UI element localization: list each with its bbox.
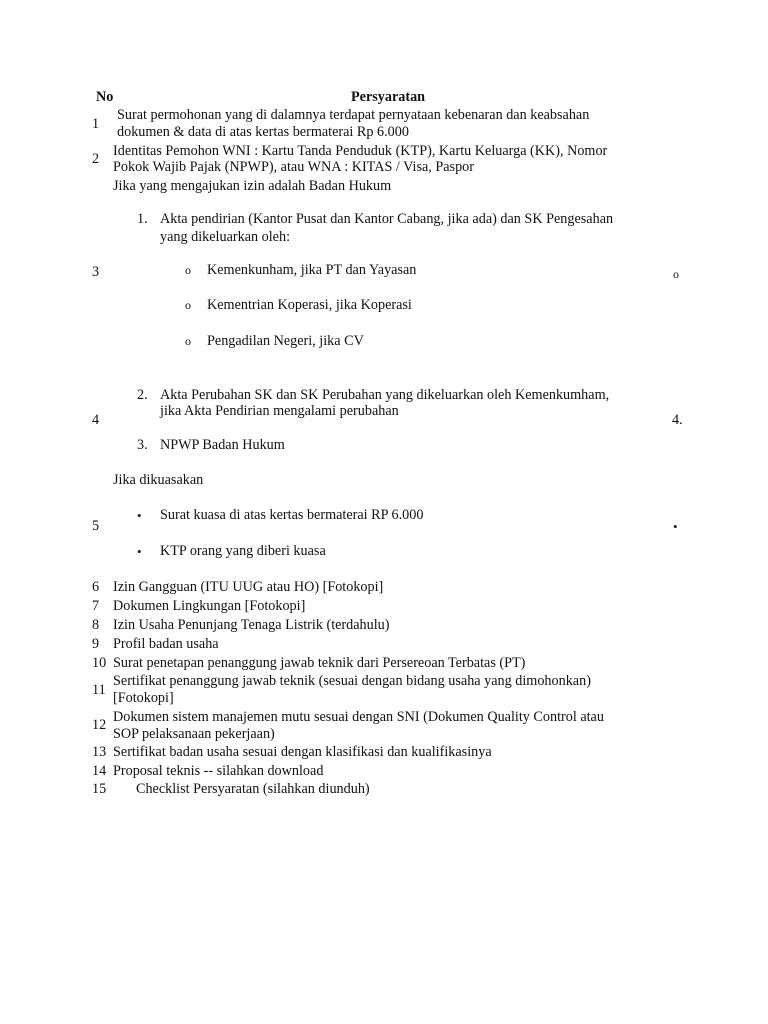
row-14-text: Proposal teknis -- silahkan download <box>113 763 324 779</box>
row-5-bullet1-text: Surat kuasa di atas kertas bermaterai RP 6.000 <box>160 507 424 523</box>
row-11-text-line1: Sertifikat penanggung jawab teknik (sesuai dengan bidang usaha yang dimohonkan) <box>113 673 591 689</box>
row-3-sub3-marker: o <box>185 334 191 348</box>
row-5-bullet2-text: KTP orang yang diberi kuasa <box>160 543 326 559</box>
row-1-number: 1 <box>92 116 100 132</box>
row-6-number: 6 <box>92 579 100 595</box>
row-4-number: 4 <box>92 412 100 428</box>
row-4-item2-line1: Akta Perubahan SK dan SK Perubahan yang dikeluarkan oleh Kemenkumham, <box>160 387 610 403</box>
row-9-number: 9 <box>92 636 100 652</box>
row-3-item1-line2: yang dikeluarkan oleh: <box>160 229 291 245</box>
row-4-item2-line2: jika Akta Pendirian mengalami perubahan <box>160 403 399 419</box>
row-2-text-line1: Identitas Pemohon WNI : Kartu Tanda Penduduk (KTP), Kartu Keluarga (KK), Nomor <box>113 143 608 159</box>
row-12-text-line1: Dokumen sistem manajemen mutu sesuai dengan SNI (Dokumen Quality Control atau <box>113 709 604 725</box>
row-5-number: 5 <box>92 518 100 534</box>
row-4-right-marker: 4. <box>672 412 683 428</box>
row-14-number: 14 <box>92 763 107 779</box>
row-15-number: 15 <box>92 781 107 797</box>
row-10-text: Surat penetapan penanggung jawab teknik dari Persereoan Terbatas (PT) <box>113 655 526 671</box>
row-5-bullet2: • <box>137 544 142 559</box>
row-11-text-line2: [Fotokopi] <box>113 690 174 706</box>
row-3-number: 3 <box>92 264 100 280</box>
row-5-intro: Jika dikuasakan <box>113 472 204 488</box>
header-persyaratan: Persyaratan <box>351 89 426 105</box>
row-1-text-line1: Surat permohonan yang di dalamnya terdapat pernyataan kebenaran dan keabsahan <box>117 107 590 123</box>
row-1-text-line2: dokumen & data di atas kertas bermaterai Rp 6.000 <box>117 124 409 140</box>
row-4-item3-text: NPWP Badan Hukum <box>160 437 285 453</box>
row-3-intro: Jika yang mengajukan izin adalah Badan Hukum <box>113 178 392 194</box>
row-15-text: Checklist Persyaratan (silahkan diunduh) <box>136 781 370 797</box>
row-3-sub3-text: Pengadilan Negeri, jika CV <box>207 333 364 349</box>
row-3-sub1-marker: o <box>185 263 191 277</box>
row-9-text: Profil badan usaha <box>113 636 219 652</box>
row-11-number: 11 <box>92 682 106 698</box>
row-2-text-line2: Pokok Wajib Pajak (NPWP), atau WNA : KITAS / Visa, Paspor <box>113 159 474 175</box>
row-4-item2-number: 2. <box>137 387 148 403</box>
row-10-number: 10 <box>92 655 107 671</box>
row-8-number: 8 <box>92 617 100 633</box>
row-3-right-marker: o <box>673 267 679 281</box>
row-7-text: Dokumen Lingkungan [Fotokopi] <box>113 598 306 614</box>
row-12-number: 12 <box>92 717 107 733</box>
row-12-text-line2: SOP pelaksanaan pekerjaan) <box>113 726 275 742</box>
row-13-text: Sertifikat badan usaha sesuai dengan klasifikasi dan kualifikasinya <box>113 744 492 760</box>
row-13-number: 13 <box>92 744 107 760</box>
row-3-sub1-text: Kemenkunham, jika PT dan Yayasan <box>207 262 417 278</box>
row-4-item3-number: 3. <box>137 437 148 453</box>
header-no: No <box>96 89 114 105</box>
row-3-item1-line1: Akta pendirian (Kantor Pusat dan Kantor Cabang, jika ada) dan SK Pengesahan <box>160 211 614 227</box>
row-6-text: Izin Gangguan (ITU UUG atau HO) [Fotokopi] <box>113 579 384 595</box>
row-8-text: Izin Usaha Penunjang Tenaga Listrik (terdahulu) <box>113 617 390 633</box>
row-3-item1-number: 1. <box>137 211 148 227</box>
row-7-number: 7 <box>92 598 100 614</box>
row-5-right-marker: • <box>673 519 678 534</box>
row-5-bullet1: • <box>137 508 142 523</box>
row-3-sub2-text: Kementrian Koperasi, jika Koperasi <box>207 297 412 313</box>
row-3-sub2-marker: o <box>185 298 191 312</box>
row-2-number: 2 <box>92 151 100 167</box>
